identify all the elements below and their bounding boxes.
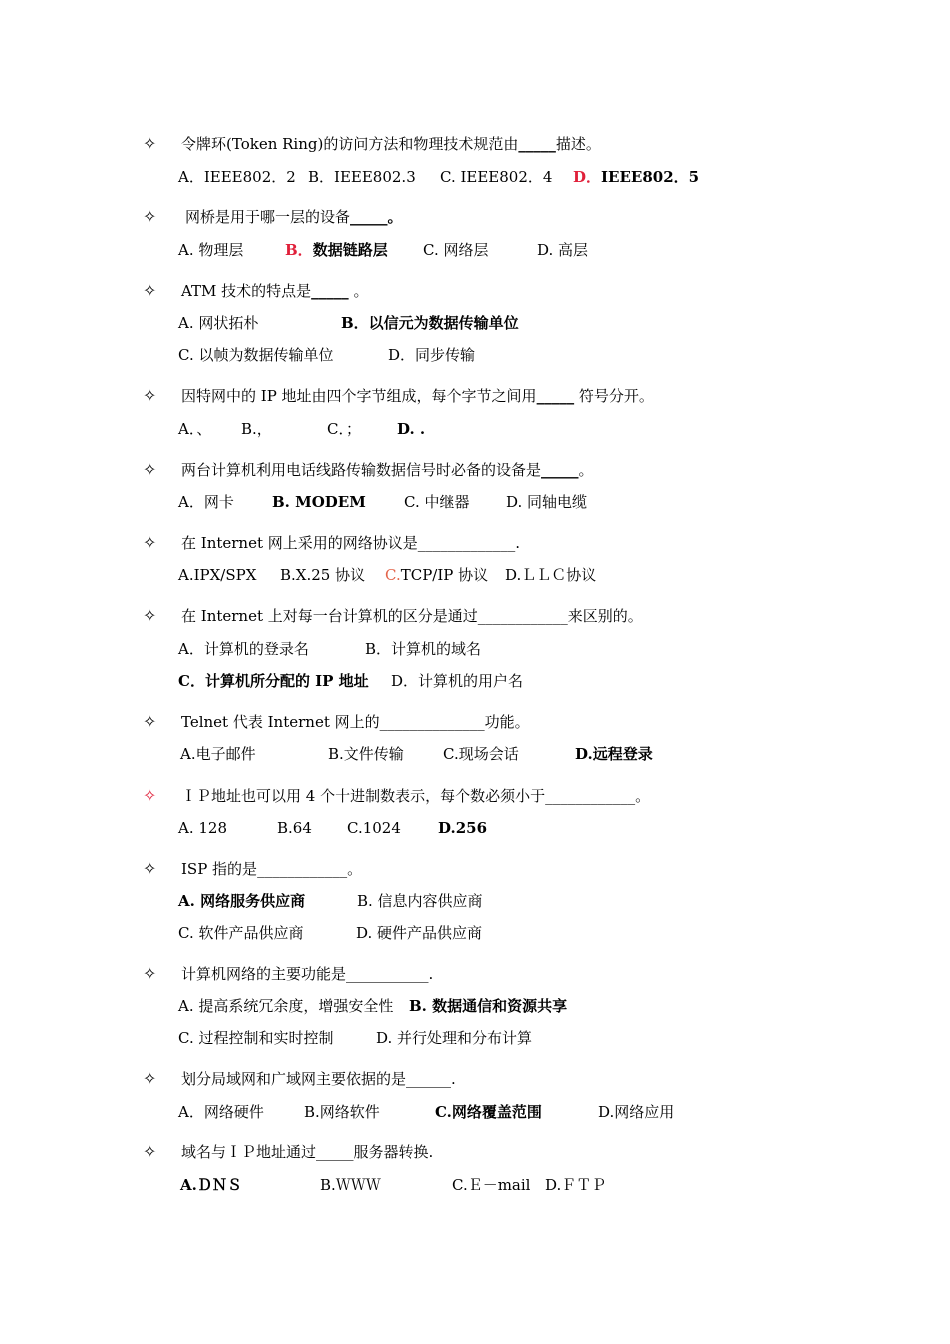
option-b: B.网络软件 — [304, 1103, 380, 1121]
question-stem: 划分局域网和广域网主要依据的是______. — [181, 1070, 456, 1088]
option-b: B．数据链路层 — [285, 241, 388, 259]
question-stem: 在 Internet 上对每一台计算机的区分是通过____________来区别的。 — [181, 607, 643, 625]
option-c: C.1024 — [347, 819, 401, 837]
option-a: A．网卡 — [178, 493, 234, 511]
option-a: A. 物理层 — [178, 241, 244, 259]
option-a: A．IEEE802．2 — [178, 168, 296, 186]
bullet-icon: ✧ — [143, 386, 157, 405]
option-a: A．网络硬件 — [178, 1103, 264, 1121]
bullet-icon: ✧ — [143, 964, 157, 983]
option-d: D.ＬＬＣ协议 — [505, 566, 597, 584]
option-c: C.网络覆盖范围 — [435, 1103, 542, 1121]
option-b: B. 数据通信和资源共享 — [409, 997, 568, 1015]
option-b: B.X.25 协议 — [280, 566, 366, 584]
option-d: D. 同轴电缆 — [506, 493, 588, 511]
option-a: A．、 — [178, 420, 212, 438]
option-b: B.64 — [277, 819, 312, 837]
option-c: C. 中继器 — [404, 493, 470, 511]
bullet-icon: ✧ — [143, 460, 157, 479]
bullet-icon: ✧ — [143, 1069, 157, 1088]
option-a: A. 提高系统冗余度，增强安全性 — [178, 997, 394, 1015]
bullet-icon: ✧ — [143, 281, 157, 300]
option-c: C. 软件产品供应商 — [178, 924, 304, 942]
option-a: A. 网络服务供应商 — [178, 892, 306, 910]
question-stem: 两台计算机利用电话线路传输数据信号时必备的设备是_____。 — [181, 461, 594, 479]
option-d: D．计算机的用户名 — [391, 672, 524, 690]
option-d: D.网络应用 — [598, 1103, 675, 1121]
option-b: B．计算机的域名 — [365, 640, 482, 658]
option-c: C. IEEE802．4 — [440, 168, 553, 186]
question-stem: 因特网中的 IP 地址由四个字节组成，每个字节之间用_____ 符号分开。 — [181, 387, 654, 405]
bullet-icon: ✧ — [143, 859, 157, 878]
option-c: C. 网络层 — [423, 241, 489, 259]
question-stem: ＩＰ地址也可以用 4 个十进制数表示，每个数必须小于____________。 — [181, 787, 651, 805]
option-b: B.ＷＷＷ — [320, 1176, 381, 1194]
bullet-icon: ✧ — [143, 207, 157, 226]
option-d: D．同步传输 — [388, 346, 476, 364]
option-b: B．IEEE802.3 — [308, 168, 416, 186]
bullet-icon: ✧ — [143, 786, 157, 805]
option-c: C. 过程控制和实时控制 — [178, 1029, 334, 1047]
question-stem: 网桥是用于哪一层的设备_____。 — [185, 208, 403, 226]
option-a: A．计算机的登录名 — [178, 640, 309, 658]
option-c: C.TCP/IP 协议 — [385, 566, 489, 584]
option-b: B. MODEM — [272, 493, 366, 511]
question-stem: 在 Internet 网上采用的网络协议是_____________. — [181, 534, 521, 552]
option-c: C.现场会话 — [443, 745, 519, 763]
bullet-icon: ✧ — [143, 1142, 157, 1161]
option-d: D. 高层 — [537, 241, 589, 259]
option-d: D.256 — [438, 819, 488, 837]
option-a: A.电子邮件 — [180, 745, 256, 763]
option-d: D.远程登录 — [575, 745, 653, 763]
option-b: B.文件传输 — [328, 745, 404, 763]
option-c: C.Ｅ－mail — [452, 1176, 531, 1194]
bullet-icon: ✧ — [143, 606, 157, 625]
question-stem: 域名与ＩＰ地址通过_____服务器转换. — [181, 1143, 434, 1161]
option-b: B.， — [241, 420, 272, 438]
question-stem: 令牌环(Token Ring)的访问方法和物理技术规范由_____描述。 — [181, 135, 601, 153]
option-d: D.ＦＴＰ — [545, 1176, 607, 1194]
bullet-icon: ✧ — [143, 712, 157, 731]
option-c: C．； — [327, 420, 361, 438]
option-a: A. 128 — [178, 819, 227, 837]
option-c: C．计算机所分配的 IP 地址 — [178, 672, 369, 690]
option-a: A. 网状拓朴 — [178, 314, 259, 332]
option-a: A.IPX/SPX — [178, 566, 257, 584]
option-b: B．以信元为数据传输单位 — [341, 314, 519, 332]
bullet-icon: ✧ — [143, 533, 157, 552]
question-stem: ATM 技术的特点是_____ 。 — [181, 282, 369, 300]
question-stem: ISP 指的是____________。 — [181, 860, 363, 878]
option-d: D．IEEE802．5 — [573, 168, 700, 186]
option-a: A.ＤＮＳ — [180, 1176, 242, 1194]
option-d: D. 并行处理和分布计算 — [376, 1029, 533, 1047]
question-stem: Telnet 代表 Internet 网上的______________功能。 — [181, 713, 530, 731]
option-c: C. 以帧为数据传输单位 — [178, 346, 334, 364]
option-d: D. 硬件产品供应商 — [356, 924, 483, 942]
option-d: D. . — [397, 420, 426, 438]
bullet-icon: ✧ — [143, 134, 157, 153]
option-b: B. 信息内容供应商 — [357, 892, 483, 910]
question-stem: 计算机网络的主要功能是___________. — [181, 965, 434, 983]
